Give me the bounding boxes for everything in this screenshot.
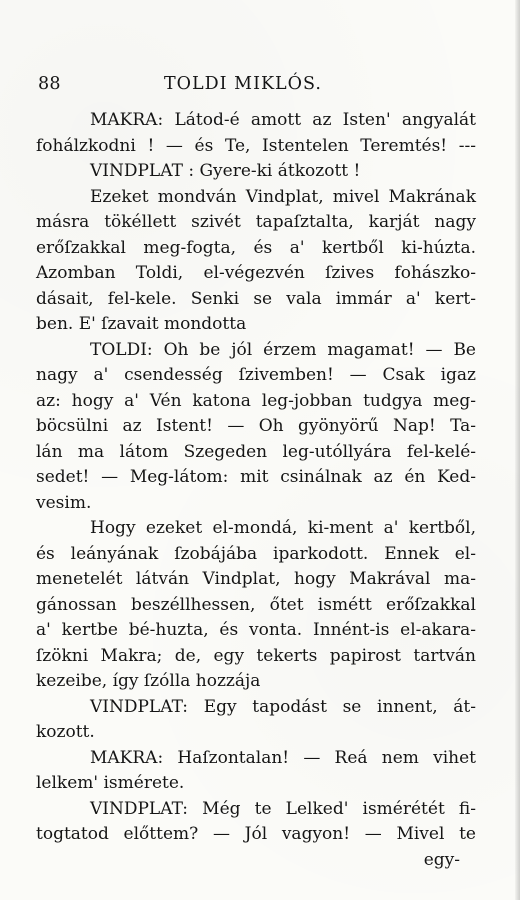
text-line: Azomban Toldi, el-végezvén ſzives fohászko- bbox=[36, 263, 476, 283]
body-text bbox=[36, 108, 476, 873]
page-number: 88 bbox=[38, 74, 61, 94]
text-line: gánossan beszéllhessen, őtet ismétt erőſzakkal bbox=[36, 594, 476, 615]
running-title: TOLDI MIKLÓS. bbox=[164, 74, 322, 94]
text-line: és leányának ſzobájába iparkodott. Ennek el- bbox=[36, 543, 476, 564]
text-line: erőſzakkal meg-fogta, és a' kertből ki-húzta. bbox=[36, 237, 476, 258]
text-line: dásait, fel-kele. Senki se vala immár a' kert- bbox=[36, 288, 476, 309]
text-line: VINDPLAT: Egy tapodást se innent, át- bbox=[90, 696, 476, 717]
page-edge-shadow bbox=[515, 0, 520, 900]
text-line: az: hogy a' Vén katona leg-jobban tudgya meg- bbox=[36, 390, 476, 411]
text-line: lelkem' ismérete. bbox=[36, 773, 185, 793]
text-line: togtatod előttem? — Jól vagyon! — Mivel te bbox=[36, 824, 476, 844]
text-line: Hogy ezeket el-mondá, ki-ment a' kertből, bbox=[90, 518, 476, 538]
text-line: MAKRA: Haſzontalan! — Reá nem vihet bbox=[90, 747, 476, 768]
text-line: kezeibe, így ſzólla hozzája bbox=[36, 671, 261, 691]
text-line: sedet! — Meg-látom: mit csinálnak az én Ked- bbox=[36, 467, 476, 487]
text-line: ben. E' ſzavait mondotta bbox=[36, 314, 247, 334]
text-line: kozott. bbox=[36, 722, 95, 742]
text-line: fohálzkodni ! — és Te, Istentelen Teremtés! --- bbox=[36, 135, 476, 156]
text-line: vesim. bbox=[36, 492, 92, 513]
text-line: lán ma látom Szegeden leg-utóllyára fel-kelé- bbox=[36, 441, 476, 462]
text-line: böcsülni az Istent! — Oh gyönyörű Nap! Ta- bbox=[36, 416, 476, 436]
text-line: VINDPLAT : Gyere-ki átkozott ! bbox=[90, 161, 361, 181]
catchword: egy- bbox=[423, 849, 460, 870]
text-line: TOLDI: Oh be jól érzem magamat! — Be bbox=[90, 339, 476, 360]
text-line: másra tökéllett szivét tapaſztalta, karját nagy bbox=[36, 212, 476, 232]
text-line: MAKRA: Látod-é amott az Isten' angyalát bbox=[90, 110, 476, 130]
running-header bbox=[38, 74, 478, 102]
text-line: VINDPLAT: Még te Lelked' ismérétét fi- bbox=[90, 798, 476, 819]
text-line: nagy a' csendesség ſzivemben! — Csak igaz bbox=[36, 365, 476, 385]
text-line: a' kertbe bé-huzta, és vonta. Innént-is el-akara- bbox=[36, 620, 476, 640]
text-line: menetelét látván Vindplat, hogy Makrával ma- bbox=[36, 569, 476, 589]
text-line: ſzökni Makra; de, egy tekerts papirost tartván bbox=[36, 645, 476, 666]
text-line: Ezeket mondván Vindplat, mivel Makrának bbox=[90, 186, 476, 207]
